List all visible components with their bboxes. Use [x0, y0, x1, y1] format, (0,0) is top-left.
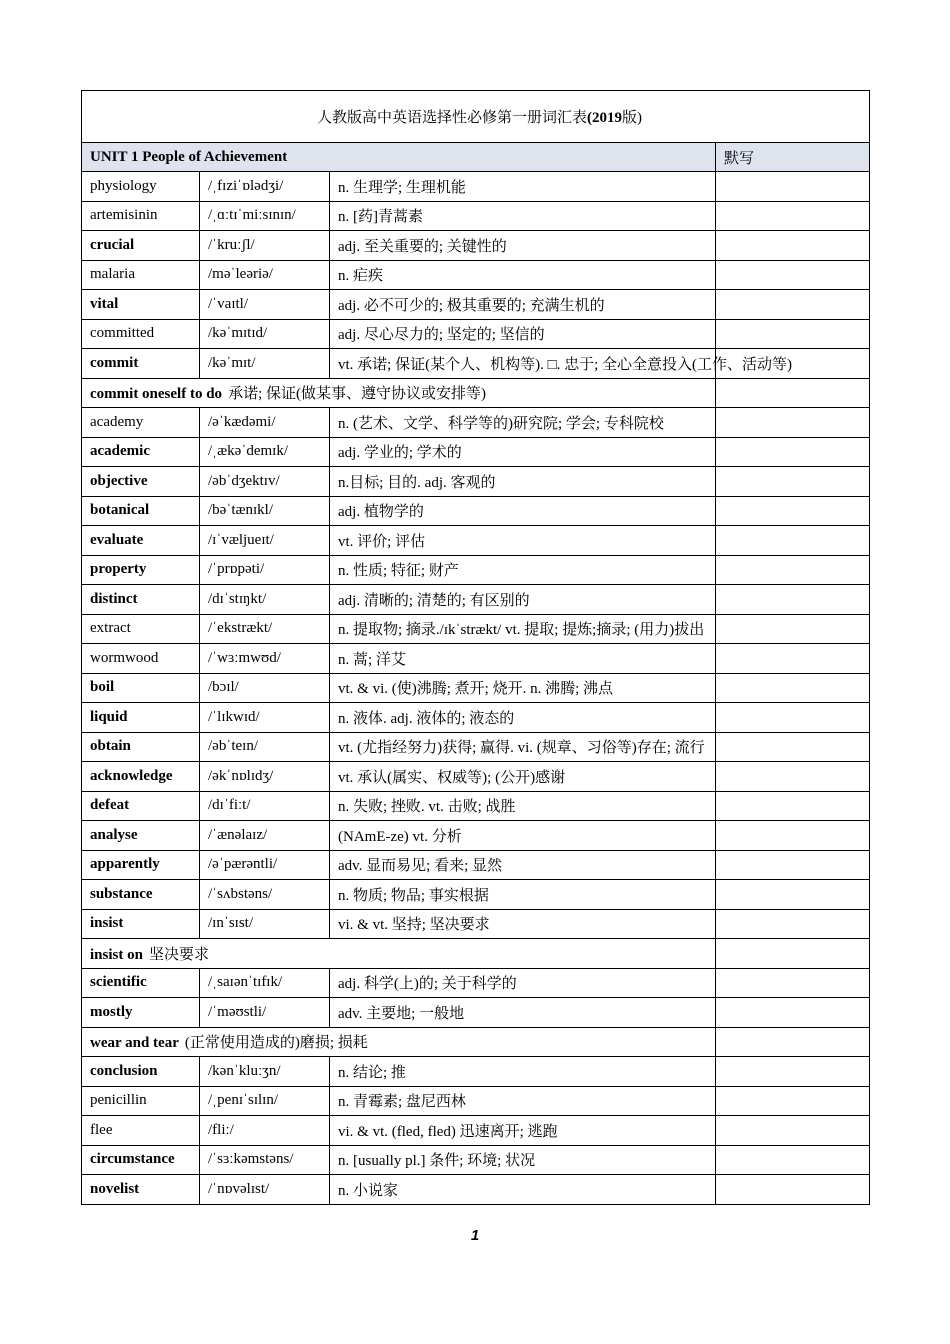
word-cell: crucial: [82, 231, 200, 261]
definition-cell: adj. 学业的; 学术的: [330, 437, 716, 467]
word-cell: acknowledge: [82, 762, 200, 792]
phonetic-cell: /ˈlɪkwɪd/: [200, 703, 330, 733]
definition-cell: n. 液体. adj. 液体的; 液态的: [330, 703, 716, 733]
table-row: [82, 349, 870, 379]
dictation-cell: [716, 939, 870, 969]
document-title: [82, 91, 870, 143]
table-row: [82, 762, 870, 792]
phrase-definition: (正常使用造成的)磨损; 损耗: [184, 1035, 368, 1052]
definition-cell: adj. 清晰的; 清楚的; 有区别的: [330, 585, 716, 615]
word-cell: circumstance: [82, 1145, 200, 1175]
phonetic-cell: /əkˈnɒlɪdʒ/: [200, 762, 330, 792]
phonetic-cell: /əˈpærəntli/: [200, 850, 330, 880]
definition-cell: n. [usually pl.] 条件; 环境; 状况: [330, 1145, 716, 1175]
dictation-cell: [716, 1086, 870, 1116]
table-row: [82, 703, 870, 733]
word-cell: physiology: [82, 172, 200, 202]
definition-cell: adv. 主要地; 一般地: [330, 998, 716, 1028]
dictation-cell: [716, 1057, 870, 1087]
definition-cell: adj. 科学(上)的; 关于科学的: [330, 968, 716, 998]
word-cell: artemisinin: [82, 201, 200, 231]
word-cell: boil: [82, 673, 200, 703]
phonetic-cell: /ɪˈvæljueɪt/: [200, 526, 330, 556]
phonetic-cell: /ˌækəˈdemɪk/: [200, 437, 330, 467]
definition-cell: vt. (尤指经努力)获得; 赢得. vi. (规章、习俗等)存在; 流行: [330, 732, 716, 762]
table-row: [82, 1057, 870, 1087]
phrase-row: [82, 378, 870, 408]
dictation-cell: [716, 260, 870, 290]
phonetic-cell: /ˈvaɪtl/: [200, 290, 330, 320]
table-row: [82, 526, 870, 556]
word-cell: substance: [82, 880, 200, 910]
phonetic-cell: /əˈkædəmi/: [200, 408, 330, 438]
definition-cell: adj. 至关重要的; 关键性的: [330, 231, 716, 261]
word-cell: distinct: [82, 585, 200, 615]
word-cell: committed: [82, 319, 200, 349]
dictation-cell: [716, 1116, 870, 1146]
table-row: [82, 585, 870, 615]
definition-cell: n. 物质; 物品; 事实根据: [330, 880, 716, 910]
dictation-cell: [716, 909, 870, 939]
title-year: (2019: [587, 110, 623, 126]
word-cell: liquid: [82, 703, 200, 733]
table-row: [82, 201, 870, 231]
table-row: [82, 880, 870, 910]
phonetic-cell: /ˈprɒpəti/: [200, 555, 330, 585]
phonetic-cell: /kənˈkluːʒn/: [200, 1057, 330, 1087]
word-cell: property: [82, 555, 200, 585]
dictation-cell: [716, 821, 870, 851]
phonetic-cell: /ˌfɪziˈɒlədʒi/: [200, 172, 330, 202]
table-row: [82, 644, 870, 674]
table-row: [82, 231, 870, 261]
dictation-cell: [716, 850, 870, 880]
word-cell: wormwood: [82, 644, 200, 674]
table-row: [82, 555, 870, 585]
table-row: [82, 850, 870, 880]
phonetic-cell: /bɔɪl/: [200, 673, 330, 703]
phrase-cell: [82, 1027, 716, 1057]
word-cell: commit: [82, 349, 200, 379]
dictation-cell: [716, 614, 870, 644]
phonetic-cell: /ˌpenɪˈsɪlɪn/: [200, 1086, 330, 1116]
word-cell: defeat: [82, 791, 200, 821]
dictation-cell: [716, 1027, 870, 1057]
dictation-cell: [716, 644, 870, 674]
dictation-cell: [716, 1175, 870, 1205]
dictation-cell: [716, 467, 870, 497]
phonetic-cell: /əbˈdʒektɪv/: [200, 467, 330, 497]
page-number: 1: [470, 1227, 480, 1244]
dictation-cell: [716, 526, 870, 556]
dictation-cell: [716, 201, 870, 231]
definition-cell: adj. 必不可少的; 极其重要的; 充满生机的: [330, 290, 716, 320]
definition-cell: n. [药]青蒿素: [330, 201, 716, 231]
phrase-row: [82, 939, 870, 969]
dictation-cell: [716, 673, 870, 703]
word-cell: mostly: [82, 998, 200, 1028]
table-row: [82, 1086, 870, 1116]
phrase-row: [82, 1027, 870, 1057]
word-cell: objective: [82, 467, 200, 497]
dictation-cell: [716, 1145, 870, 1175]
definition-cell: n. 小说家: [330, 1175, 716, 1205]
phonetic-cell: /məˈleəriə/: [200, 260, 330, 290]
definition-cell: vt. 承认(属实、权威等); (公开)感谢: [330, 762, 716, 792]
definition-cell: n. 蒿; 洋艾: [330, 644, 716, 674]
phonetic-cell: /bəˈtænɪkl/: [200, 496, 330, 526]
word-cell: penicillin: [82, 1086, 200, 1116]
dictation-cell: [716, 791, 870, 821]
dictation-cell: [716, 437, 870, 467]
table-row: [82, 467, 870, 497]
definition-cell: vi. & vt. (fled, fled) 迅速离开; 逃跑: [330, 1116, 716, 1146]
word-cell: conclusion: [82, 1057, 200, 1087]
definition-cell: adj. 植物学的: [330, 496, 716, 526]
title-suffix: 版): [622, 110, 643, 126]
vocabulary-table: [81, 90, 870, 1205]
phonetic-cell: /ˈænəlaɪz/: [200, 821, 330, 851]
phonetic-cell: /ˌsaɪənˈtɪfɪk/: [200, 968, 330, 998]
table-row: [82, 1116, 870, 1146]
dictation-cell: [716, 880, 870, 910]
definition-cell: vt. 评价; 评估: [330, 526, 716, 556]
word-cell: obtain: [82, 732, 200, 762]
table-row: [82, 260, 870, 290]
table-row: [82, 290, 870, 320]
word-cell: vital: [82, 290, 200, 320]
word-cell: apparently: [82, 850, 200, 880]
word-cell: analyse: [82, 821, 200, 851]
definition-cell: n. 提取物; 摘录./ɪkˈstrækt/ vt. 提取; 提炼;摘录; (用力)拔出: [330, 614, 716, 644]
table-row: [82, 437, 870, 467]
phrase-cell: [82, 939, 716, 969]
dictation-cell: [716, 290, 870, 320]
dictation-cell: [716, 172, 870, 202]
dictation-cell: [716, 555, 870, 585]
dictation-cell: [716, 496, 870, 526]
dictation-cell: [716, 231, 870, 261]
table-row: [82, 1145, 870, 1175]
dictation-cell: [716, 762, 870, 792]
table-row: [82, 172, 870, 202]
phrase-definition: 坚决要求: [148, 946, 209, 963]
word-cell: botanical: [82, 496, 200, 526]
phrase-text: commit oneself to do: [90, 386, 223, 403]
title-row: [82, 91, 870, 143]
definition-cell: n. 性质; 特征; 财产: [330, 555, 716, 585]
phonetic-cell: /ˈekstrækt/: [200, 614, 330, 644]
unit-title: UNIT 1 People of Achievement: [82, 143, 716, 172]
definition-cell: vi. & vt. 坚持; 坚决要求: [330, 909, 716, 939]
word-cell: malaria: [82, 260, 200, 290]
vocabulary-table-body: [82, 91, 870, 1205]
definition-cell: n.目标; 目的. adj. 客观的: [330, 467, 716, 497]
dictation-cell: [716, 408, 870, 438]
phonetic-cell: /ɪnˈsɪst/: [200, 909, 330, 939]
phrase-cell: [82, 378, 716, 408]
phonetic-cell: /ˈkruːʃl/: [200, 231, 330, 261]
word-cell: scientific: [82, 968, 200, 998]
table-row: [82, 614, 870, 644]
definition-cell: n. 青霉素; 盘尼西林: [330, 1086, 716, 1116]
definition-cell: (NAmE-ze) vt. 分析: [330, 821, 716, 851]
definition-cell: adv. 显而易见; 看来; 显然: [330, 850, 716, 880]
definition-cell: vt. & vi. (使)沸腾; 煮开; 烧开. n. 沸腾; 沸点: [330, 673, 716, 703]
definition-cell: vt. 承诺; 保证(某个人、机构等). □. 忠于; 全心全意投入(工作、活动等): [330, 349, 716, 379]
dictation-header: 默写: [716, 143, 870, 172]
table-row: [82, 408, 870, 438]
word-cell: academic: [82, 437, 200, 467]
table-row: [82, 673, 870, 703]
phonetic-cell: /ˈsɜːkəmstəns/: [200, 1145, 330, 1175]
dictation-cell: [716, 585, 870, 615]
phonetic-cell: /ˌɑːtɪˈmiːsɪnɪn/: [200, 201, 330, 231]
phonetic-cell: /ˈməʊstli/: [200, 998, 330, 1028]
table-row: [82, 821, 870, 851]
word-cell: insist: [82, 909, 200, 939]
table-row: [82, 968, 870, 998]
dictation-cell: [716, 732, 870, 762]
definition-cell: n. 结论; 推: [330, 1057, 716, 1087]
phrase-text: wear and tear: [90, 1035, 179, 1052]
phonetic-cell: /kəˈmɪtɪd/: [200, 319, 330, 349]
phrase-definition: 承诺; 保证(做某事、遵守协议或安排等): [228, 386, 486, 403]
word-cell: extract: [82, 614, 200, 644]
table-row: [82, 732, 870, 762]
phonetic-cell: /dɪˈfiːt/: [200, 791, 330, 821]
definition-cell: n. 失败; 挫败. vt. 击败; 战胜: [330, 791, 716, 821]
definition-cell: n. (艺术、文学、科学等的)研究院; 学会; 专科院校: [330, 408, 716, 438]
phonetic-cell: /dɪˈstɪŋkt/: [200, 585, 330, 615]
table-row: [82, 319, 870, 349]
unit-header-row: [82, 143, 870, 172]
phonetic-cell: /kəˈmɪt/: [200, 349, 330, 379]
table-row: [82, 998, 870, 1028]
phonetic-cell: /fliː/: [200, 1116, 330, 1146]
phonetic-cell: /ˈnɒvəlɪst/: [200, 1175, 330, 1205]
dictation-cell: [716, 998, 870, 1028]
phonetic-cell: /əbˈteɪn/: [200, 732, 330, 762]
table-row: [82, 1175, 870, 1205]
phonetic-cell: /ˈwɜːmwʊd/: [200, 644, 330, 674]
dictation-cell: [716, 968, 870, 998]
word-cell: novelist: [82, 1175, 200, 1205]
dictation-cell: [716, 703, 870, 733]
table-row: [82, 909, 870, 939]
word-cell: academy: [82, 408, 200, 438]
phrase-text: insist on: [90, 946, 143, 963]
definition-cell: n. 生理学; 生理机能: [330, 172, 716, 202]
dictation-cell: [716, 378, 870, 408]
word-cell: flee: [82, 1116, 200, 1146]
word-cell: evaluate: [82, 526, 200, 556]
table-row: [82, 791, 870, 821]
phonetic-cell: /ˈsʌbstəns/: [200, 880, 330, 910]
table-row: [82, 496, 870, 526]
title-main: 人教版高中英语选择性必修第一册词汇表: [317, 110, 588, 126]
definition-cell: adj. 尽心尽力的; 坚定的; 坚信的: [330, 319, 716, 349]
definition-cell: n. 疟疾: [330, 260, 716, 290]
dictation-cell: [716, 319, 870, 349]
